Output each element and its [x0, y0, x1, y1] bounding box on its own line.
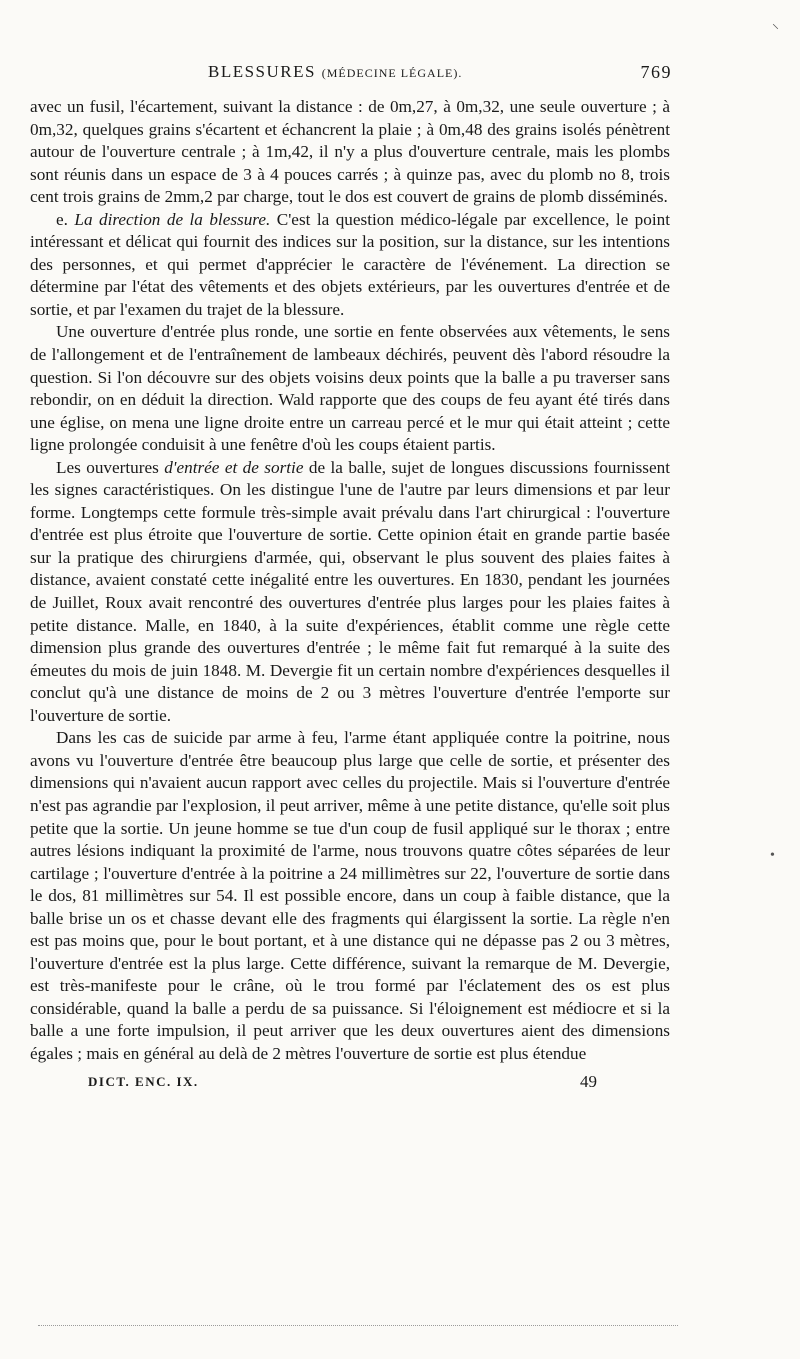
page-footer	[30, 1072, 670, 1102]
page-number: 769	[640, 62, 672, 82]
running-head	[30, 62, 670, 92]
signature-mark: DICT. ENC. IX.	[88, 1073, 199, 1089]
paragraph-5: Dans les cas de suicide par arme à feu, l'arme étant appliquée contre la poitrine, nous avons vu l'ouverture d'entrée être beaucoup plus large que celle de sortie, et présenter des dimensions qui n'avaient aucun rapport avec celles du projectile. Mais si l'ouverture d'entrée n'est pas agrandie par l'explosion, il peut arriver, même à une petite distance, qu'elle soit plus petite que la sortie. Un jeune homme se tue d'un coup de fusil appliqué sur le thorax ; entre autres lésions indiquant la proximité de l'arme, nous trouvons quatre côtes séparées de leur cartilage ; l'ouverture d'entrée à la poitrine a 24 millimètres sur 22, l'ouverture de sortie dans le dos, 81 millimètres sur 54. Il est possible encore, dans un coup à faible distance, que la balle brise un os et chasse devant elle des fragments qui élargissent la sortie. La règle n'en est pas moins que, pour le bout portant, et à une distance qui ne dépasse pas 2 ou 3 mètres, l'ouverture d'entrée est la plus large. Cette différence, suivant la remarque de M. Devergie, est très-manifeste pour le crâne, où le trou formé par l'éclatement des os est plus considérable, quand la balle a perdu de sa puissance. Si l'éloignement est médiocre et si la balle a une forte impulsion, il peut arriver que les deux ouvertures aient des dimensions égales ; mais en général au delà de 2 mètres l'ouverture de sortie est plus étendue	[30, 728, 670, 1063]
paragraph-1: avec un fusil, l'écartement, suivant la distance : de 0m,27, à 0m,32, une seule ouverture ; à 0m,32, quelques grains s'écartent et échancrent la plaie ; à 0m,48 des grains isolés pénètrent autour de l'ouverture centrale ; à 1m,42, il n'y a plus d'ouverture centrale, mais les plombs sont réunis dans un espace de 3 à 4 pouces carrés ; à quinze pas, avec du plomb no 8, trois cent trois grains de 2mm,2 par charge, tout le dos est couvert de grains de plomb disséminés.	[30, 97, 670, 207]
running-title-sub: (MÉDECINE LÉGALE).	[321, 66, 463, 80]
paragraph-4-prefix: Les ouvertures	[56, 457, 165, 477]
corner-speck: ⸜	[772, 17, 779, 32]
paragraph-4-italic: d'entrée et de sortie	[164, 457, 304, 477]
paragraph-2	[30, 209, 670, 322]
section-label: e.	[56, 209, 68, 229]
paragraph-4	[30, 457, 670, 728]
running-title	[208, 62, 462, 82]
margin-dot: •	[770, 848, 775, 863]
body-text	[30, 96, 670, 1066]
page	[30, 62, 670, 1102]
sheet-number: 49	[580, 1071, 597, 1091]
section-title: La direction de la blessure.	[74, 209, 271, 229]
paragraph-4-text: de la balle, sujet de longues discussions fournissent les signes caractéristiques. On les distingue l'une de l'autre par leurs dimensions et par leur forme. Longtemps cette formule très-simple avait prévalu dans l'art chirurgical : l'ouverture d'entrée est plus étroite que l'ouverture de sortie. Cette opinion était en grande partie basée sur la pratique des chirurgiens d'armée, qui, observant le plus souvent des plaies faites à distance, avaient constaté cette inégalité entre les ouvertures. En 1830, pendant les journées de Juillet, Roux avait rencontré des ouvertures d'entrée plus larges pour les plaies faites à petite distance. Malle, en 1840, à la suite d'expériences, établit comme une règle cette dimension plus grande des ouvertures d'entrée ; le même fait fut remarqué à la suite des émeutes du mois de juin 1848. M. Devergie fit un certain nombre d'expériences desquelles il conclut qu'à une distance de moins de 2 ou 3 mètres l'ouverture d'entrée l'emporte sur l'ouverture de sortie.	[30, 457, 670, 725]
paragraph-2-text: C'est la question médico-légale par excellence, le point intéressant et délicat qui fournit des indices sur la position, sur la distance, sur les intentions des personnes, et qui permet d'apprécier le caractère de l'événement. La direction se détermine par l'état des vêtements et des objets extérieurs, par les ouvertures d'entrée et de sortie, et par l'examen du trajet de la blessure.	[30, 209, 671, 319]
running-title-main: BLESSURES	[208, 62, 316, 81]
paragraph-3: Une ouverture d'entrée plus ronde, une sortie en fente observées aux vêtements, le sens de l'allongement et de l'entraînement de lambeaux déchirés, peuvent dès l'abord résoudre la question. Si l'on découvre sur des objets voisins deux points que la balle a pu traverser sans rebondir, on en déduit la direction. Wald rapporte que des coups de feu ayant été tirés dans une église, on mena une ligne droite entre un carreau percé et le mur qui était atteint ; cette ligne prolongée conduisit à une fenêtre d'où les coups étaient partis.	[30, 322, 670, 455]
bottom-rule	[38, 1325, 678, 1326]
